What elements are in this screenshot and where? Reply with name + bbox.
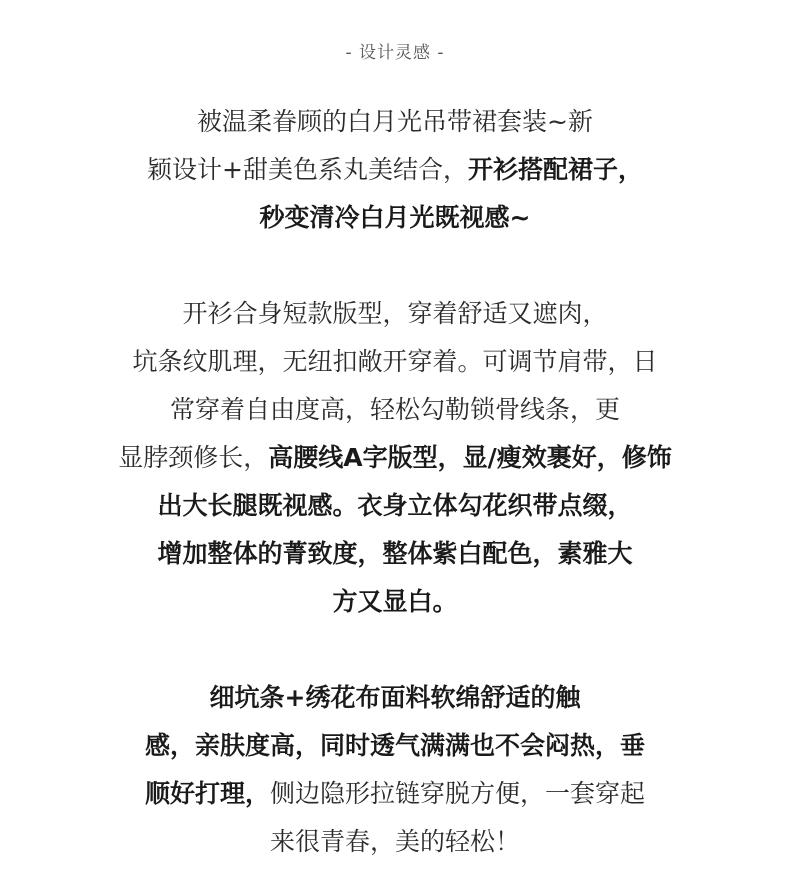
text-run-bold: 出大长腿既视感。衣身立体勾花织带点缀，: [157, 491, 633, 520]
text-line: [0, 770, 790, 818]
text-line: [0, 98, 790, 146]
text-line: [0, 146, 790, 194]
text-run-bold: 感，亲肤度高，同时透气满满也不会闷热，垂: [144, 731, 645, 760]
text-line: [0, 386, 790, 434]
text-line: [0, 434, 790, 482]
text-run-bold: 高腰线A字版型，显/瘦效裹好，修饰: [268, 443, 672, 472]
text-run: 被温柔眷顾的白月光吊带裙套装~新: [197, 107, 593, 136]
paragraph-fit: [0, 290, 790, 626]
text-line: [0, 674, 790, 722]
text-run-bold: 方又显白。: [332, 587, 458, 616]
text-run-bold: 秒变清冷白月光既视感~: [259, 203, 531, 232]
text-run: 侧边隐形拉链穿脱方便，一套穿起: [270, 779, 646, 808]
text-line: [0, 290, 790, 338]
text-run: 开衫合身短款版型，穿着舒适又遮肉，: [182, 299, 608, 328]
paragraph-fabric: [0, 674, 790, 866]
text-line: [0, 530, 790, 578]
text-line: [0, 482, 790, 530]
text-run: 坑条纹肌理，无纽扣敞开穿着。可调节肩带，日: [132, 347, 658, 376]
text-run-bold: 增加整体的菁致度，整体紫白配色，素雅大: [157, 539, 633, 568]
text-run: 来很青春，美的轻松！: [269, 827, 520, 856]
text-run: 常穿着自由度高，轻松勾勒锁骨线条，更: [169, 395, 620, 424]
text-line: [0, 194, 790, 242]
section-title: - 设计灵感 -: [345, 43, 445, 63]
text-run-bold: 顺好打理，: [144, 779, 270, 808]
text-run: 颖设计+甜美色系丸美结合，: [147, 155, 468, 184]
text-run-bold: 开衫搭配裙子，: [467, 155, 643, 184]
text-run: 显脖颈修长，: [118, 443, 269, 472]
paragraph-design: [0, 98, 790, 242]
text-line: [0, 818, 790, 866]
text-line: [0, 338, 790, 386]
text-line: [0, 722, 790, 770]
text-line: [0, 578, 790, 626]
text-run-bold: 细坑条+绣花布面料软绵舒适的触: [209, 683, 581, 712]
